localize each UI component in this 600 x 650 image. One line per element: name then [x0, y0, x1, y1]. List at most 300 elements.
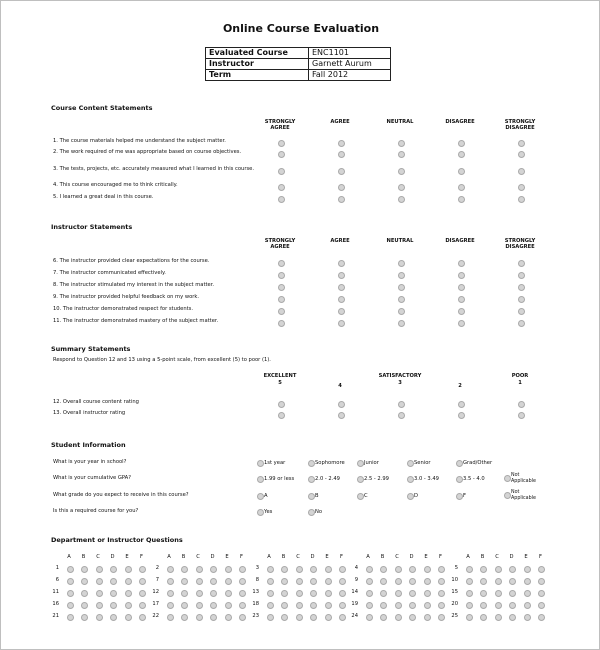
answer-radio[interactable] — [409, 566, 416, 573]
rating-radio[interactable] — [338, 151, 345, 158]
answer-radio[interactable] — [339, 590, 346, 597]
answer-radio[interactable] — [167, 602, 174, 609]
option-radio[interactable] — [308, 476, 315, 483]
answer-radio[interactable] — [325, 566, 332, 573]
answer-radio[interactable] — [409, 578, 416, 585]
answer-radio[interactable] — [495, 578, 502, 585]
answer-radio[interactable] — [167, 590, 174, 597]
answer-letter-label: A — [366, 554, 370, 560]
answer-letter-label: D — [509, 554, 514, 560]
option-radio[interactable] — [407, 493, 414, 500]
answer-radio[interactable] — [110, 578, 117, 585]
info-value: Fall 2012 — [309, 70, 391, 81]
answer-radio[interactable] — [380, 590, 387, 597]
rating-radio[interactable] — [338, 260, 345, 267]
answer-radio[interactable] — [139, 614, 146, 621]
option-radio[interactable] — [357, 460, 364, 467]
question-text: 2. The work required of me was appropriate based on course objectives. — [53, 149, 242, 155]
rating-radio[interactable] — [338, 196, 345, 203]
answer-radio[interactable] — [395, 578, 402, 585]
answer-radio[interactable] — [81, 578, 88, 585]
rating-radio[interactable] — [338, 272, 345, 279]
option-label: Yes — [264, 509, 273, 515]
answer-radio[interactable] — [366, 614, 373, 621]
rating-radio[interactable] — [278, 260, 285, 267]
rating-radio[interactable] — [278, 308, 285, 315]
option-label: 2.5 - 2.99 — [364, 476, 389, 482]
answer-radio[interactable] — [524, 566, 531, 573]
answer-radio[interactable] — [325, 614, 332, 621]
answer-radio[interactable] — [239, 566, 246, 573]
answer-letter-label: D — [210, 554, 215, 560]
answer-radio[interactable] — [438, 602, 445, 609]
answer-radio[interactable] — [296, 590, 303, 597]
answer-letter-label: C — [296, 554, 300, 560]
answer-radio[interactable] — [524, 590, 531, 597]
rating-radio[interactable] — [458, 196, 465, 203]
option-label: C — [364, 493, 368, 499]
answer-letter-label: F — [340, 554, 343, 560]
rating-radio[interactable] — [278, 272, 285, 279]
rating-radio[interactable] — [518, 320, 525, 327]
answer-radio[interactable] — [366, 578, 373, 585]
rating-radio[interactable] — [278, 401, 285, 408]
rating-radio[interactable] — [278, 196, 285, 203]
answer-radio[interactable] — [196, 566, 203, 573]
answer-radio[interactable] — [339, 578, 346, 585]
section-heading-summary: Summary Statements — [51, 345, 131, 353]
answer-radio[interactable] — [110, 566, 117, 573]
answer-radio[interactable] — [480, 602, 487, 609]
rating-radio[interactable] — [458, 401, 465, 408]
rating-radio[interactable] — [278, 412, 285, 419]
rating-radio[interactable] — [278, 140, 285, 147]
answer-radio[interactable] — [310, 578, 317, 585]
option-radio[interactable] — [257, 509, 264, 516]
rating-radio[interactable] — [458, 272, 465, 279]
answer-radio[interactable] — [210, 602, 217, 609]
answer-radio[interactable] — [325, 578, 332, 585]
option-radio[interactable] — [456, 460, 463, 467]
info-label: Evaluated Course — [206, 48, 309, 59]
answer-radio[interactable] — [210, 590, 217, 597]
answer-radio[interactable] — [409, 590, 416, 597]
answer-radio[interactable] — [167, 566, 174, 573]
answer-radio[interactable] — [509, 590, 516, 597]
option-radio[interactable] — [407, 476, 414, 483]
question-number: 25 — [451, 613, 458, 619]
answer-letter-label: A — [67, 554, 71, 560]
answer-radio[interactable] — [325, 602, 332, 609]
answer-letter-label: B — [281, 554, 286, 560]
rating-radio[interactable] — [338, 308, 345, 315]
answer-radio[interactable] — [67, 614, 74, 621]
answer-radio[interactable] — [181, 578, 188, 585]
option-radio[interactable] — [407, 460, 414, 467]
answer-radio[interactable] — [438, 614, 445, 621]
option-radio[interactable] — [308, 509, 315, 516]
answer-radio[interactable] — [239, 578, 246, 585]
info-value: Garnett Aurum — [309, 59, 391, 70]
answer-radio[interactable] — [466, 602, 473, 609]
scale-header-label: STRONGLY AGREE — [264, 119, 296, 131]
option-label: F — [463, 493, 466, 499]
answer-radio[interactable] — [81, 614, 88, 621]
rating-radio[interactable] — [518, 284, 525, 291]
question-number: 10 — [451, 577, 458, 583]
answer-radio[interactable] — [239, 614, 246, 621]
rating-radio[interactable] — [518, 308, 525, 315]
answer-radio[interactable] — [366, 590, 373, 597]
answer-radio[interactable] — [339, 614, 346, 621]
question-number: 2 — [155, 565, 159, 571]
answer-radio[interactable] — [310, 602, 317, 609]
option-label: A — [264, 493, 268, 499]
rating-radio[interactable] — [458, 151, 465, 158]
summary-note: Respond to Question 12 and 13 using a 5-point scale, from excellent (5) to poor (1). — [53, 357, 271, 363]
option-label: 1.99 or less — [264, 476, 295, 482]
answer-radio[interactable] — [96, 614, 103, 621]
option-radio[interactable] — [357, 476, 364, 483]
answer-radio[interactable] — [239, 602, 246, 609]
option-label: Grad/Other — [463, 460, 493, 466]
rating-radio[interactable] — [458, 140, 465, 147]
answer-radio[interactable] — [480, 590, 487, 597]
answer-radio[interactable] — [438, 578, 445, 585]
answer-radio[interactable] — [167, 578, 174, 585]
answer-radio[interactable] — [210, 614, 217, 621]
answer-radio[interactable] — [438, 566, 445, 573]
answer-radio[interactable] — [538, 590, 545, 597]
answer-radio[interactable] — [239, 590, 246, 597]
answer-radio[interactable] — [296, 578, 303, 585]
answer-radio[interactable] — [81, 590, 88, 597]
answer-radio[interactable] — [339, 566, 346, 573]
option-label: B — [315, 493, 319, 499]
rating-radio[interactable] — [398, 284, 405, 291]
rating-radio[interactable] — [278, 184, 285, 191]
question-text: 13. Overall instructor rating — [53, 410, 126, 416]
question-number: 21 — [52, 613, 59, 619]
answer-radio[interactable] — [509, 602, 516, 609]
rating-radio[interactable] — [458, 320, 465, 327]
answer-radio[interactable] — [538, 566, 545, 573]
rating-header-label: SATISFACTORY — [378, 373, 422, 379]
info-value: ENC1101 — [309, 48, 391, 59]
rating-radio[interactable] — [518, 168, 525, 175]
answer-radio[interactable] — [538, 602, 545, 609]
rating-radio[interactable] — [338, 184, 345, 191]
question-text: 5. I learned a great deal in this course. — [53, 194, 154, 200]
answer-radio[interactable] — [96, 602, 103, 609]
rating-radio[interactable] — [518, 296, 525, 303]
answer-radio[interactable] — [96, 590, 103, 597]
answer-radio[interactable] — [125, 578, 132, 585]
answer-radio[interactable] — [495, 602, 502, 609]
answer-radio[interactable] — [110, 602, 117, 609]
answer-radio[interactable] — [225, 578, 232, 585]
answer-letter-label: F — [240, 554, 243, 560]
rating-radio[interactable] — [338, 412, 345, 419]
answer-radio[interactable] — [480, 578, 487, 585]
rating-radio[interactable] — [278, 296, 285, 303]
answer-letter-label: B — [81, 554, 86, 560]
answer-radio[interactable] — [310, 590, 317, 597]
answer-radio[interactable] — [81, 602, 88, 609]
answer-radio[interactable] — [210, 566, 217, 573]
answer-radio[interactable] — [310, 614, 317, 621]
info-row — [206, 70, 391, 81]
rating-radio[interactable] — [518, 140, 525, 147]
answer-letter-label: C — [495, 554, 499, 560]
rating-radio[interactable] — [398, 320, 405, 327]
question-number: 6 — [55, 577, 59, 583]
answer-radio[interactable] — [281, 590, 288, 597]
rating-radio[interactable] — [398, 401, 405, 408]
answer-radio[interactable] — [281, 566, 288, 573]
scale-header-label: STRONGLY AGREE — [264, 238, 296, 250]
question-text: What is your year in school? — [53, 459, 127, 465]
rating-radio[interactable] — [458, 412, 465, 419]
answer-letter-label: B — [181, 554, 186, 560]
answer-letter-label: B — [380, 554, 385, 560]
rating-radio[interactable] — [338, 140, 345, 147]
answer-radio[interactable] — [125, 590, 132, 597]
question-number: 12 — [152, 589, 159, 595]
option-radio[interactable] — [456, 476, 463, 483]
answer-radio[interactable] — [409, 602, 416, 609]
answer-radio[interactable] — [538, 578, 545, 585]
answer-radio[interactable] — [424, 602, 431, 609]
rating-radio[interactable] — [338, 401, 345, 408]
answer-radio[interactable] — [196, 602, 203, 609]
question-text: 7. The instructor communicated effectively. — [53, 270, 166, 276]
answer-radio[interactable] — [96, 566, 103, 573]
option-radio[interactable] — [357, 493, 364, 500]
answer-radio[interactable] — [380, 602, 387, 609]
option-label: Sophomore — [315, 460, 345, 466]
rating-radio[interactable] — [338, 168, 345, 175]
answer-radio[interactable] — [225, 590, 232, 597]
answer-radio[interactable] — [509, 578, 516, 585]
rating-radio[interactable] — [518, 260, 525, 267]
option-label: 2.0 - 2.49 — [315, 476, 340, 482]
answer-radio[interactable] — [495, 566, 502, 573]
answer-radio[interactable] — [524, 614, 531, 621]
rating-radio[interactable] — [278, 320, 285, 327]
rating-radio[interactable] — [518, 151, 525, 158]
answer-radio[interactable] — [495, 590, 502, 597]
answer-radio[interactable] — [380, 566, 387, 573]
answer-radio[interactable] — [495, 614, 502, 621]
rating-radio[interactable] — [398, 412, 405, 419]
scale-header-label: DISAGREE — [445, 119, 475, 125]
answer-radio[interactable] — [395, 590, 402, 597]
rating-radio[interactable] — [398, 140, 405, 147]
answer-radio[interactable] — [196, 578, 203, 585]
rating-radio[interactable] — [398, 308, 405, 315]
answer-radio[interactable] — [225, 614, 232, 621]
answer-radio[interactable] — [81, 566, 88, 573]
rating-header-number: 5 — [278, 380, 282, 386]
rating-radio[interactable] — [518, 272, 525, 279]
answer-radio[interactable] — [296, 602, 303, 609]
answer-radio[interactable] — [139, 602, 146, 609]
answer-radio[interactable] — [181, 590, 188, 597]
question-text: 11. The instructor demonstrated mastery of the subject matter. — [53, 318, 219, 324]
option-radio[interactable] — [504, 492, 511, 499]
answer-radio[interactable] — [67, 566, 74, 573]
question-text: What is your cumulative GPA? — [53, 475, 131, 481]
question-text: 6. The instructor provided clear expectations for the course. — [53, 258, 210, 264]
rating-radio[interactable] — [518, 401, 525, 408]
answer-radio[interactable] — [424, 566, 431, 573]
rating-radio[interactable] — [458, 184, 465, 191]
question-number: 3 — [255, 565, 259, 571]
scale-header-label: STRONGLY DISAGREE — [504, 238, 536, 250]
answer-radio[interactable] — [366, 566, 373, 573]
answer-radio[interactable] — [210, 578, 217, 585]
scale-header-label: NEUTRAL — [386, 238, 414, 244]
answer-radio[interactable] — [524, 578, 531, 585]
rating-radio[interactable] — [398, 151, 405, 158]
rating-radio[interactable] — [338, 296, 345, 303]
option-label: Not Applicable — [511, 473, 536, 484]
answer-radio[interactable] — [310, 566, 317, 573]
option-radio[interactable] — [257, 493, 264, 500]
answer-radio[interactable] — [296, 614, 303, 621]
answer-radio[interactable] — [395, 602, 402, 609]
answer-radio[interactable] — [125, 566, 132, 573]
answer-radio[interactable] — [181, 614, 188, 621]
answer-radio[interactable] — [125, 614, 132, 621]
answer-radio[interactable] — [225, 566, 232, 573]
rating-radio[interactable] — [278, 151, 285, 158]
rating-radio[interactable] — [458, 308, 465, 315]
answer-letter-label: E — [125, 554, 129, 560]
option-label: 3.5 - 4.0 — [463, 476, 485, 482]
answer-radio[interactable] — [139, 566, 146, 573]
rating-radio[interactable] — [398, 184, 405, 191]
answer-radio[interactable] — [281, 602, 288, 609]
answer-radio[interactable] — [424, 578, 431, 585]
answer-radio[interactable] — [366, 602, 373, 609]
answer-letter-label: E — [325, 554, 329, 560]
rating-radio[interactable] — [338, 284, 345, 291]
rating-radio[interactable] — [278, 284, 285, 291]
answer-radio[interactable] — [96, 578, 103, 585]
answer-radio[interactable] — [409, 614, 416, 621]
answer-radio[interactable] — [196, 590, 203, 597]
answer-radio[interactable] — [110, 614, 117, 621]
rating-radio[interactable] — [458, 296, 465, 303]
answer-radio[interactable] — [424, 614, 431, 621]
answer-radio[interactable] — [225, 602, 232, 609]
rating-radio[interactable] — [398, 196, 405, 203]
answer-radio[interactable] — [281, 578, 288, 585]
rating-radio[interactable] — [518, 184, 525, 191]
option-radio[interactable] — [257, 476, 264, 483]
answer-radio[interactable] — [167, 614, 174, 621]
rating-radio[interactable] — [398, 296, 405, 303]
answer-radio[interactable] — [509, 566, 516, 573]
rating-radio[interactable] — [458, 168, 465, 175]
question-number: 1 — [55, 565, 59, 571]
answer-radio[interactable] — [424, 590, 431, 597]
answer-radio[interactable] — [524, 602, 531, 609]
answer-radio[interactable] — [466, 566, 473, 573]
question-number: 15 — [451, 589, 458, 595]
answer-radio[interactable] — [380, 614, 387, 621]
option-radio[interactable] — [308, 460, 315, 467]
rating-radio[interactable] — [398, 260, 405, 267]
rating-radio[interactable] — [338, 320, 345, 327]
answer-radio[interactable] — [267, 614, 274, 621]
answer-radio[interactable] — [466, 614, 473, 621]
option-radio[interactable] — [504, 475, 511, 482]
answer-radio[interactable] — [380, 578, 387, 585]
answer-radio[interactable] — [139, 590, 146, 597]
answer-radio[interactable] — [67, 590, 74, 597]
answer-radio[interactable] — [395, 566, 402, 573]
answer-letter-label: A — [167, 554, 171, 560]
answer-radio[interactable] — [267, 578, 274, 585]
answer-radio[interactable] — [67, 578, 74, 585]
rating-radio[interactable] — [398, 168, 405, 175]
answer-radio[interactable] — [296, 566, 303, 573]
answer-radio[interactable] — [466, 578, 473, 585]
answer-radio[interactable] — [110, 590, 117, 597]
rating-radio[interactable] — [458, 284, 465, 291]
answer-radio[interactable] — [438, 590, 445, 597]
answer-radio[interactable] — [181, 566, 188, 573]
answer-letter-label: C — [395, 554, 399, 560]
answer-radio[interactable] — [325, 590, 332, 597]
answer-radio[interactable] — [538, 614, 545, 621]
answer-radio[interactable] — [267, 590, 274, 597]
option-radio[interactable] — [456, 493, 463, 500]
rating-radio[interactable] — [518, 196, 525, 203]
answer-radio[interactable] — [67, 602, 74, 609]
answer-radio[interactable] — [267, 566, 274, 573]
rating-radio[interactable] — [278, 168, 285, 175]
rating-radio[interactable] — [458, 260, 465, 267]
question-number: 19 — [351, 601, 358, 607]
answer-radio[interactable] — [139, 578, 146, 585]
rating-radio[interactable] — [518, 412, 525, 419]
option-radio[interactable] — [308, 493, 315, 500]
answer-radio[interactable] — [480, 614, 487, 621]
info-label: Instructor — [206, 59, 309, 70]
answer-radio[interactable] — [281, 614, 288, 621]
question-number: 9 — [354, 577, 358, 583]
rating-radio[interactable] — [398, 272, 405, 279]
answer-radio[interactable] — [509, 614, 516, 621]
answer-letter-label: D — [310, 554, 315, 560]
answer-radio[interactable] — [339, 602, 346, 609]
answer-radio[interactable] — [480, 566, 487, 573]
answer-radio[interactable] — [267, 602, 274, 609]
option-radio[interactable] — [257, 460, 264, 467]
answer-radio[interactable] — [125, 602, 132, 609]
answer-radio[interactable] — [395, 614, 402, 621]
option-label: 3.0 - 3.49 — [414, 476, 439, 482]
section-heading-course-content: Course Content Statements — [51, 104, 153, 112]
question-number: 14 — [351, 589, 358, 595]
answer-radio[interactable] — [181, 602, 188, 609]
answer-radio[interactable] — [196, 614, 203, 621]
answer-radio[interactable] — [466, 590, 473, 597]
